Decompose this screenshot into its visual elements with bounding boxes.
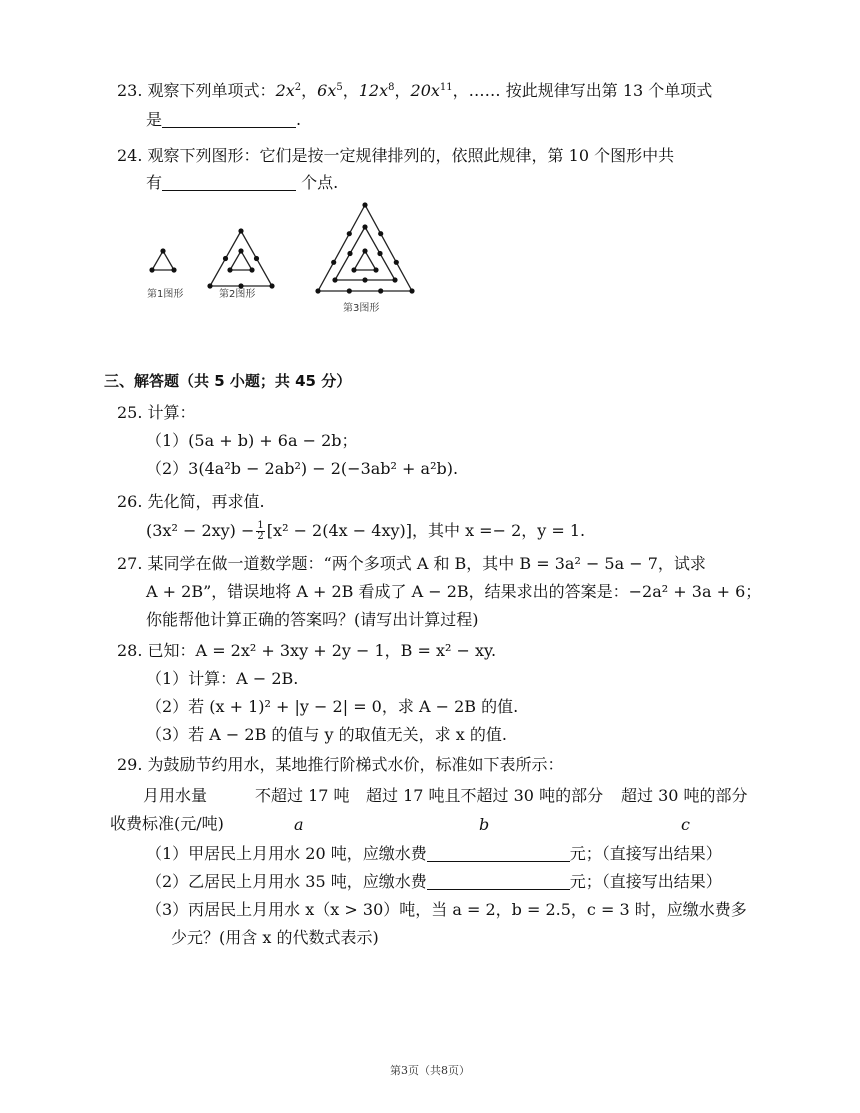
question-text: 观察下列图形：它们是按一定规律排列的，依照此规律，第 10 个图形中共 [147,146,675,165]
exponent: 5 [336,82,343,93]
answer-blank[interactable] [162,174,296,191]
question-26 [117,491,265,513]
table-cell: a [294,815,304,834]
question-29-part1 [146,843,722,865]
figure-3-label: 第3图形 [343,303,380,314]
question-text: 是 [146,110,163,129]
fraction-numerator: 1 [257,520,264,531]
question-text: 计算： [147,403,196,422]
question-number: 25. [117,403,143,422]
question-27 [117,553,706,575]
question-number: 24. [117,146,143,165]
table-cell: c [681,815,690,834]
question-text: 元；（直接写出结果） [569,872,722,891]
question-25-part1: （1）(5a + b) + 6a − 2b； [146,431,358,450]
question-text: 某同学在做一道数学题：“两个多项式 A 和 B，其中 B = 3a² − 5a − 7，试求 [147,554,706,573]
question-23 [117,80,712,102]
term: 12x [358,81,389,100]
triangle-dots-figure [135,198,435,320]
question-29 [117,754,564,776]
question-text: 个点. [301,173,339,192]
expression-part: (3x² − 2xy) − [146,521,255,540]
question-text: 为鼓励节约用水，某地推行阶梯式水价，标准如下表所示： [147,755,564,774]
separator: ， [342,81,359,100]
question-24 [117,145,674,167]
question-text: 有 [146,173,163,192]
exponent: 11 [439,82,453,93]
separator: ， [301,81,318,100]
answer-blank[interactable] [427,873,570,890]
table-header: 不超过 17 吨 [255,786,350,805]
figure-2 [210,231,272,286]
fraction-denominator: 2 [257,531,264,542]
question-text: 元；（直接写出结果） [569,844,722,863]
question-number: 28. [117,641,143,660]
question-number: 29. [117,755,143,774]
expression-part: [x² − 2(4x − 4xy)]，其中 x =− 2，y = 1. [266,521,586,540]
figure-2-label: 第2图形 [219,289,256,300]
table-header: 超过 17 吨且不超过 30 吨的部分 [366,786,604,805]
question-29-part3: （3）丙居民上月用水 x（x > 30）吨，当 a = 2，b = 2.5，c = 3 时，应缴水费多 [146,900,747,919]
exponent: 2 [294,82,302,93]
question-28 [117,640,496,662]
exponent: 8 [388,82,395,93]
question-number: 23. [117,81,143,100]
figure-1-dots [149,248,176,272]
figure-2-dots [207,228,274,288]
term: 20x [410,81,440,100]
question-text: （2）乙居民上月用水 35 吨，应缴水费 [146,872,427,891]
question-text: ，…… 按此规律写出第 13 个单项式 [452,81,713,100]
section-title: 三、解答题（共 5 小题；共 45 分） [104,372,352,390]
question-28-part1: （1）计算：A − 2B. [146,669,299,688]
question-text: 已知：A = 2x² + 3xy + 2y − 1，B = x² − xy. [147,641,497,660]
question-number: 27. [117,554,143,573]
question-25-part2: （2）3(4a²b − 2ab²) − 2(−3ab² + a²b). [146,459,459,478]
question-24-line2 [146,172,338,194]
table-header: 月用水量 [143,786,208,805]
question-27-line3: 你能帮他计算正确的答案吗？(请写出计算过程) [146,610,479,629]
figure-1 [152,251,174,270]
answer-blank[interactable] [162,111,296,128]
question-26-expression [146,520,585,542]
separator: ， [394,81,411,100]
table-cell: b [479,815,490,834]
table-row-label: 收费标准(元/吨) [110,814,224,833]
question-text: 观察下列单项式： [147,81,276,100]
page-footer: 第3页（共8页） [390,1064,470,1077]
question-text: （1）甲居民上月用水 20 吨，应缴水费 [146,844,427,863]
term: 6x [317,81,337,100]
question-27-line2: A + 2B”，错误地将 A + 2B 看成了 A − 2B，结果求出的答案是：−2a² + 3a + 6； [146,582,762,601]
figure-1-label: 第1图形 [147,289,184,300]
question-28-part2: （2）若 (x + 1)² + |y − 2| = 0，求 A − 2B 的值. [146,697,519,716]
question-text: 先化简，再求值. [147,492,265,511]
fraction-half [256,521,264,542]
question-29-part2 [146,871,722,893]
answer-blank[interactable] [427,845,570,862]
question-number: 26. [117,492,143,511]
question-text: . [296,110,302,129]
question-28-part3: （3）若 A − 2B 的值与 y 的取值无关，求 x 的值. [146,725,507,744]
term: 2x [275,81,295,100]
question-25 [117,402,196,424]
figure-3-dots [315,202,414,293]
question-29-part3-line2: 少元？(用含 x 的代数式表示) [171,928,379,947]
question-23-line2 [146,109,301,131]
table-header: 超过 30 吨的部分 [621,786,748,805]
